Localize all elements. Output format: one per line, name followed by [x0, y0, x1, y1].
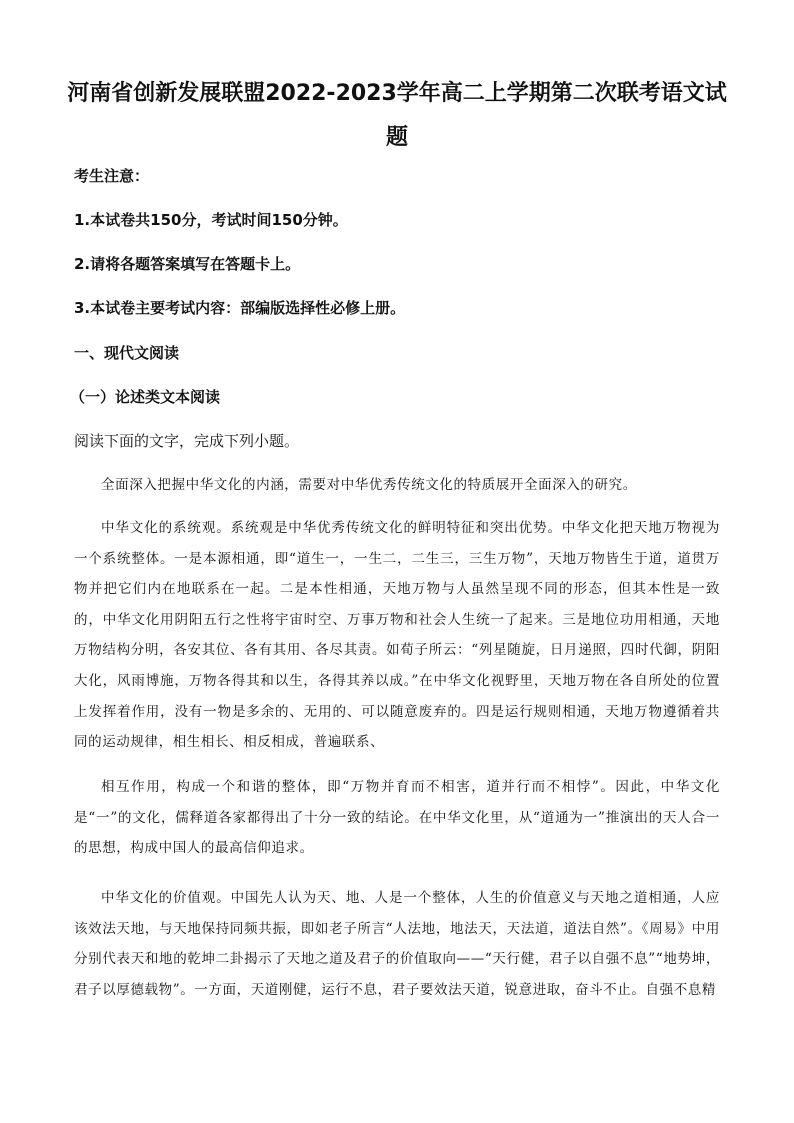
notice-heading: 考生注意：: [74, 167, 150, 185]
notice-item-2: 2.请将各题答案填写在答题卡上。: [74, 255, 301, 273]
passage-paragraph-1: 全面深入把握中华文化的内涵，需要对中华优秀传统文化的特质展开全面深入的研究。: [101, 477, 637, 493]
reading-instruction: 阅读下面的文字，完成下列小题。: [74, 432, 300, 450]
notice-item-3: 3.本试卷主要考试内容：部编版选择性必修上册。: [74, 299, 406, 317]
document-title: 河南省创新发展联盟2022-2023学年高二上学期第二次联考语文试题: [67, 81, 727, 150]
subsection-heading: （一）论述类文本阅读: [70, 388, 221, 406]
passage-paragraph-2: 中华文化的系统观。系统观是中华优秀传统文化的鲜明特征和突出优势。中华文化把天地万物视为一个系统整体。一是本源相通，即“道生一，一生二，二生三，三生万物”，天地万物皆生于道，道贯万物并把它们内在地联系在一起。二是本性相通，天地万物与人虽然呈现不同的形态，但其本性是一致的，中华文化用阴阳五行之性将宇宙时空、万事万物和社会人生统一了起来。三是地位功用相通，天地万物结构分明，各安其位、各有其用、各尽其责。如荀子所云：“列星随旋，日月递照，四时代御，阴阳大化，风雨博施，万物各得其和以生，各得其养以成。”在中华文化视野里，天地万物在各自所处的位置上发挥着作用，没有一物是多余的、无用的、可以随意废弃的。四是运行规则相通，天地万物遵循着共同的运动规律，相生相长、相反相成，普遍联系、: [74, 520, 720, 751]
passage-paragraph-4: 中华文化的价值观。中国先人认为天、地、人是一个整体，人生的价值意义与天地之道相通，人应该效法天地，与天地保持同频共振，即如老子所言“人法地，地法天，天法道，道法自然”。《周易》中用分别代表天和地的乾坤二卦揭示了天地之道及君子的价值取向——“天行健，君子以自强不息”“地势坤，君子以厚德载物”。一方面，天道刚健，运行不息，君子要效法天道，锐意进取，奋斗不止。自强不息精: [74, 890, 720, 998]
notice-item-1: 1.本试卷共150分，考试时间150分钟。: [74, 211, 348, 229]
passage-paragraph-3: 相互作用，构成一个和谐的整体，即“万物并育而不相害，道并行而不相悖”。因此，中华文化是“一”的文化，儒释道各家都得出了十分一致的结论。在中华文化里，从“道通为一”推演出的天人合一的思想，构成中国人的最高信仰追求。: [74, 779, 720, 857]
section-heading: 一、现代文阅读: [74, 344, 180, 362]
